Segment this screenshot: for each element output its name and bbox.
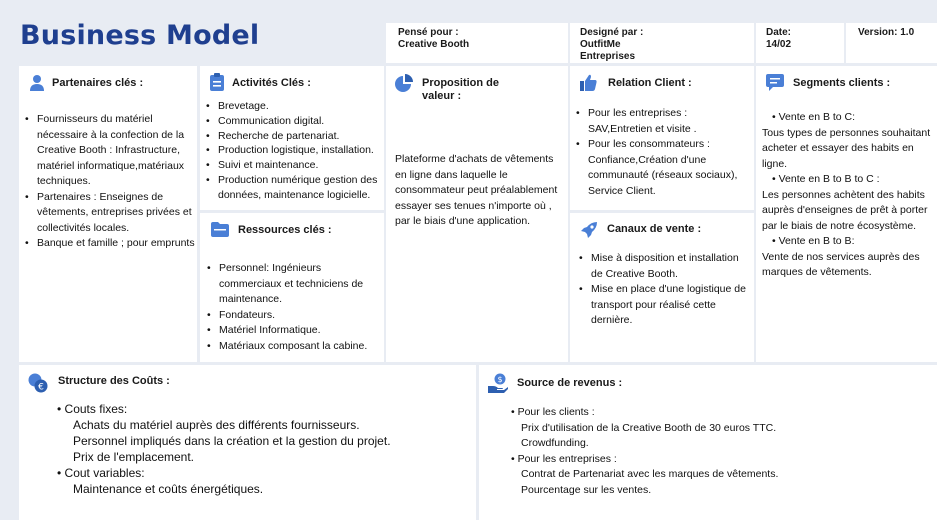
revenus-cell [479, 365, 937, 520]
svg-text:$: $ [497, 375, 503, 384]
version-cell [846, 23, 937, 63]
date-label: Date: [766, 27, 792, 38]
partenaires-cell [19, 66, 197, 362]
list-item: • Production logistique, installation. [206, 143, 384, 158]
segments-cell [756, 66, 937, 362]
proposition-title-1: Proposition de [422, 77, 499, 89]
segments-content [762, 110, 934, 281]
revenus-clients-lines [511, 421, 931, 452]
coins-icon [28, 373, 48, 393]
list-item: • Recherche de partenariat. [206, 129, 384, 144]
revenus-clients-label: • Pour les clients : [511, 406, 595, 418]
list-item: • Matériel Informatique. [207, 323, 377, 339]
activites-cell [200, 66, 384, 210]
list-item: • Pour les consommateurs : Confiance,Création d'une communauté (réseaux sociaux), Service Client. [576, 137, 748, 199]
list-item: • Suivi et maintenance. [206, 158, 384, 173]
pie-chart-icon [395, 74, 413, 92]
activites-list [206, 99, 384, 203]
thumbs-up-icon [580, 74, 597, 91]
proposition-title-2: valeur : [422, 90, 462, 102]
partenaires-list [25, 112, 195, 252]
list-item: • Communication digital. [206, 114, 384, 129]
ressources-title: Ressources clés : [238, 224, 332, 236]
couts-fixes-label: • Couts fixes: [57, 402, 128, 416]
revenus-content [511, 405, 931, 498]
revenus-entreprises-line: Contrat de Partenariat avec les marques de vêtements. [521, 468, 779, 480]
relation-list [576, 106, 748, 199]
couts-variables-line: Maintenance et coûts énergétiques. [73, 482, 264, 496]
canaux-cell [570, 213, 754, 362]
list-item: • Mise en place d'une logistique de transport pour réalisé cette dernière. [579, 282, 751, 329]
list-item: • Brevetage. [206, 99, 384, 114]
couts-title: Structure des Coûts : [58, 375, 170, 387]
couts-content [57, 401, 477, 497]
list-item: • Banque et famille ; pour emprunts [25, 236, 195, 252]
person-icon [29, 74, 45, 91]
segments-title: Segments clients : [793, 77, 891, 89]
revenus-entreprises-label-text: Pour les entreprises : [517, 452, 617, 465]
designe-value-2: Entreprises [580, 51, 636, 62]
proposition-title [422, 77, 499, 103]
list-item: • Fondateurs. [207, 308, 377, 324]
relation-title: Relation Client : [608, 77, 692, 89]
couts-variables-label: • Cout variables: [57, 466, 145, 480]
couts-fixes-line: Achats du matériel auprès des différents fournisseurs. [73, 418, 360, 432]
money-hand-icon [488, 373, 508, 393]
canaux-list [579, 251, 751, 329]
revenus-clients-line: Crowdfunding. [521, 437, 589, 449]
couts-fixes-line: Prix de l'emplacement. [73, 450, 195, 464]
chat-icon [766, 74, 784, 91]
proposition-cell [386, 66, 568, 362]
couts-fixes-line: Personnel impliqués dans la création et la gestion du projet. [73, 434, 391, 448]
list-item: • Production numérique gestion des données, maintenance logicielle. [206, 173, 384, 203]
list-item: • Partenaires : Enseignes de vêtements, entreprises privées et collectivités locales. [25, 190, 195, 237]
couts-variables-lines [57, 481, 477, 497]
designe-value-1: OutfitMe [580, 39, 621, 50]
segment-b2b2c-label: • Vente en B to B to C : [772, 173, 880, 185]
ressources-cell [200, 213, 384, 362]
canaux-title: Canaux de vente : [607, 223, 702, 235]
segment-b2c-label: • Vente en B to C: [772, 111, 856, 123]
list-item: • Mise à disposition et installation de Creative Booth. [579, 251, 751, 282]
partenaires-title: Partenaires clés : [52, 77, 144, 89]
segment-b2c-text: Tous types de personnes souhaitant acheter et essayer des habits en ligne. [762, 126, 931, 170]
svg-text:€: € [38, 382, 44, 393]
revenus-clients-label-text: Pour les clients : [517, 406, 595, 418]
pense-label: Pensé pour : [398, 27, 459, 38]
rocket-icon [580, 221, 598, 239]
segment-b2b2c-text: Les personnes achètent des habits auprès d'enseignes de prêt à porter par le biais de notre écosystème. [762, 188, 928, 232]
relation-cell [570, 66, 754, 210]
segment-b2b-label: • Vente en B to B: [772, 235, 855, 247]
date-cell [756, 23, 844, 63]
revenus-clients-line: Prix d'utilisation de la Creative Booth de 30 euros TTC. [521, 421, 777, 434]
couts-cell [19, 365, 476, 520]
list-item: • Pour les entreprises : SAV,Entretien et visite . [576, 106, 748, 137]
list-item: • Matériaux composant la cabine. [207, 339, 377, 355]
pense-value: Creative Booth [398, 39, 470, 50]
clipboard-icon [209, 73, 225, 91]
segment-b2b2c-label-text: Vente en B to B to C : [778, 173, 880, 185]
designe-cell [570, 23, 754, 63]
segment-b2c-label-text: Vente en B to C: [778, 111, 856, 123]
revenus-title: Source de revenus : [517, 377, 623, 389]
version-label: Version: 1.0 [858, 27, 915, 38]
couts-fixes-label-text: Couts fixes: [64, 402, 128, 416]
pense-cell [386, 23, 568, 63]
list-item: • Personnel: Ingénieurs commerciaux et techniciens de maintenance. [207, 261, 377, 308]
couts-fixes-lines [57, 417, 477, 465]
designe-label: Designé par : [580, 27, 644, 38]
activites-title: Activités Clés : [232, 77, 311, 89]
revenus-entreprises-label: • Pour les entreprises : [511, 452, 617, 465]
couts-variables-label-text: Cout variables: [64, 466, 145, 480]
folder-icon [211, 222, 229, 237]
proposition-text: Plateforme d'achats de vêtements en ligne dans laquelle le consommateur peut préalablement essayer ses tenues n'importe où , par le biais d'une application. [395, 153, 558, 227]
revenus-entreprises-lines [511, 467, 931, 498]
date-value: 14/02 [766, 39, 792, 50]
segment-b2b-label-text: Vente en B to B: [778, 235, 855, 247]
page-title: Business Model [20, 20, 260, 51]
ressources-list [207, 261, 377, 354]
list-item: • Fournisseurs du matériel nécessaire à la confection de la Creative Booth : Infrastructure, matériel informatique,matériaux techniques. [25, 112, 195, 190]
segment-b2b-text: Vente de nos services auprès des marques de vêtements. [762, 250, 920, 278]
revenus-entreprises-line: Pourcentage sur les ventes. [521, 483, 652, 496]
